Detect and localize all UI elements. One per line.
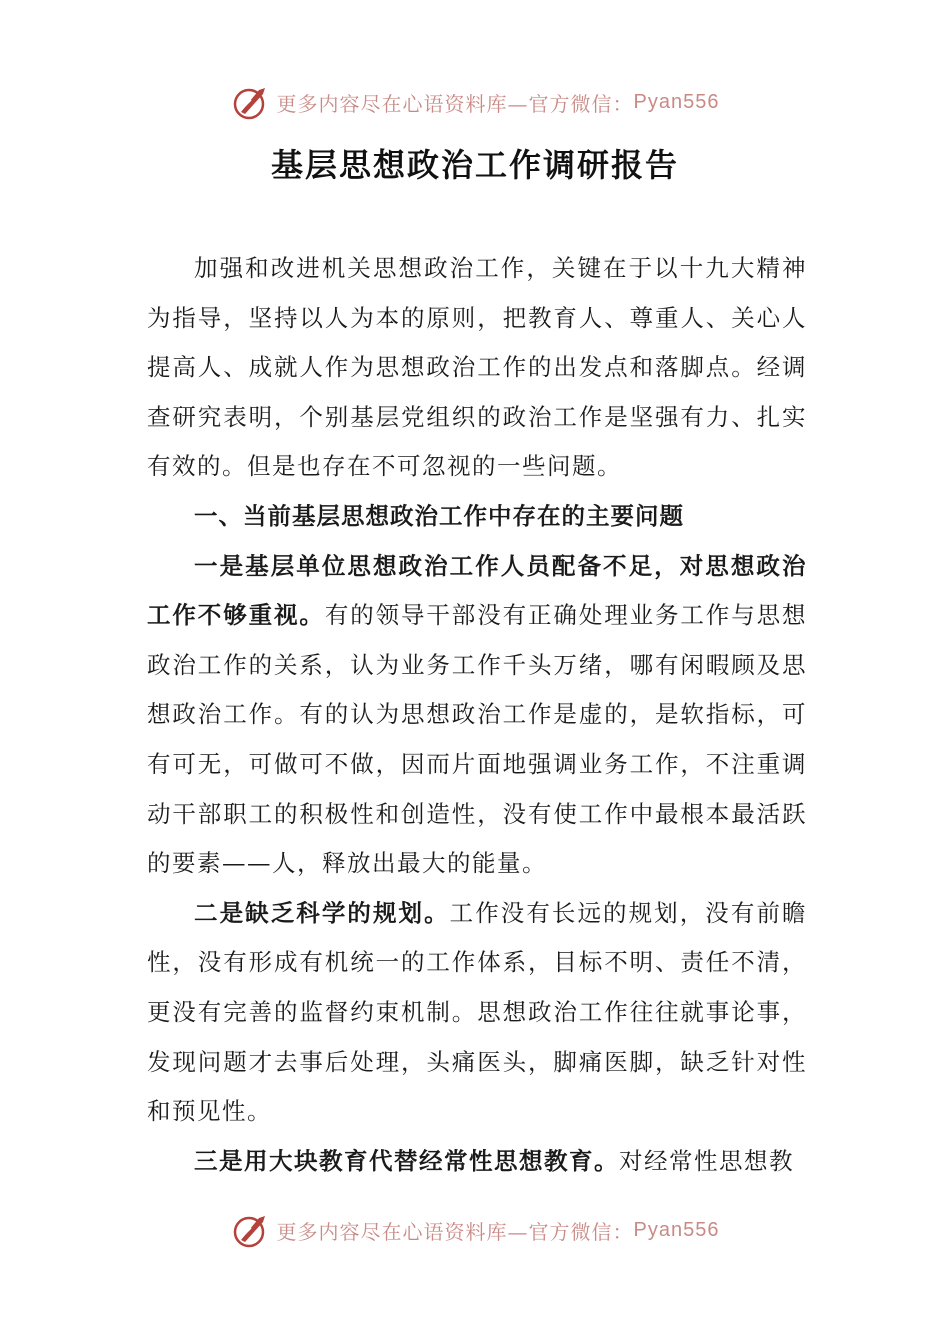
paragraph-1-text: 有的领导干部没有正确处理业务工作与思想政治工作的关系，认为业务工作千头万绪，哪有闲暇顾及思想政治工作。有的认为思想政治工作是虚的，是软指标，可有可无，可做可不做，因而片面地强调业务工作，不注重调动干部职工的积极性和创造性，没有使工作中最根本最活跃的要素——人，释放出最大的能量。 [147,601,808,878]
paragraph-1 [147,542,807,889]
section-heading: 一、当前基层思想政治工作中存在的主要问题 [194,501,684,530]
paragraph-1-lead: 一是基层单位思想政治工作人员配备不足，对思想政治工作不够重视。 [147,551,807,630]
banner-wechat-id: Pyan556 [633,1218,720,1241]
banner-text: 更多内容尽在心语资料库—官方微信： [276,1219,634,1244]
banner-wechat-id: Pyan556 [633,90,720,113]
banner-text: 更多内容尽在心语资料库—官方微信： [276,91,634,116]
paragraph-2-text: 工作没有长远的规划，没有前瞻性，没有形成有机统一的工作体系，目标不明、责任不清，更没有完善的监督约束机制。思想政治工作往往就事论事，发现问题才去事后处理，头痛医头，脚痛医脚，缺乏针对性和预见性。 [147,898,808,1126]
quill-logo-icon [231,1210,271,1250]
paragraph-2-lead: 二是缺乏科学的规划。 [194,898,450,927]
quill-logo-icon [231,82,271,122]
document-body [147,244,807,1186]
paragraph-3-lead: 三是用大块教育代替经常性思想教育。 [194,1146,619,1175]
paragraph-3 [147,1137,807,1187]
intro-paragraph: 加强和改进机关思想政治工作，关键在于以十九大精神为指导，坚持以人为本的原则，把教育人、尊重人、关心人提高人、成就人作为思想政治工作的出发点和落脚点。经调查研究表明，个别基层党组织的政治工作是坚强有力、扎实有效的。但是也存在不可忽视的一些问题。 [147,254,807,481]
document-title: 基层思想政治工作调研报告 [270,146,679,184]
footer-banner [0,1208,950,1252]
paragraph-2 [147,889,807,1137]
paragraph-3-text: 对经常性思想教 [619,1146,794,1175]
header-banner [0,80,950,124]
